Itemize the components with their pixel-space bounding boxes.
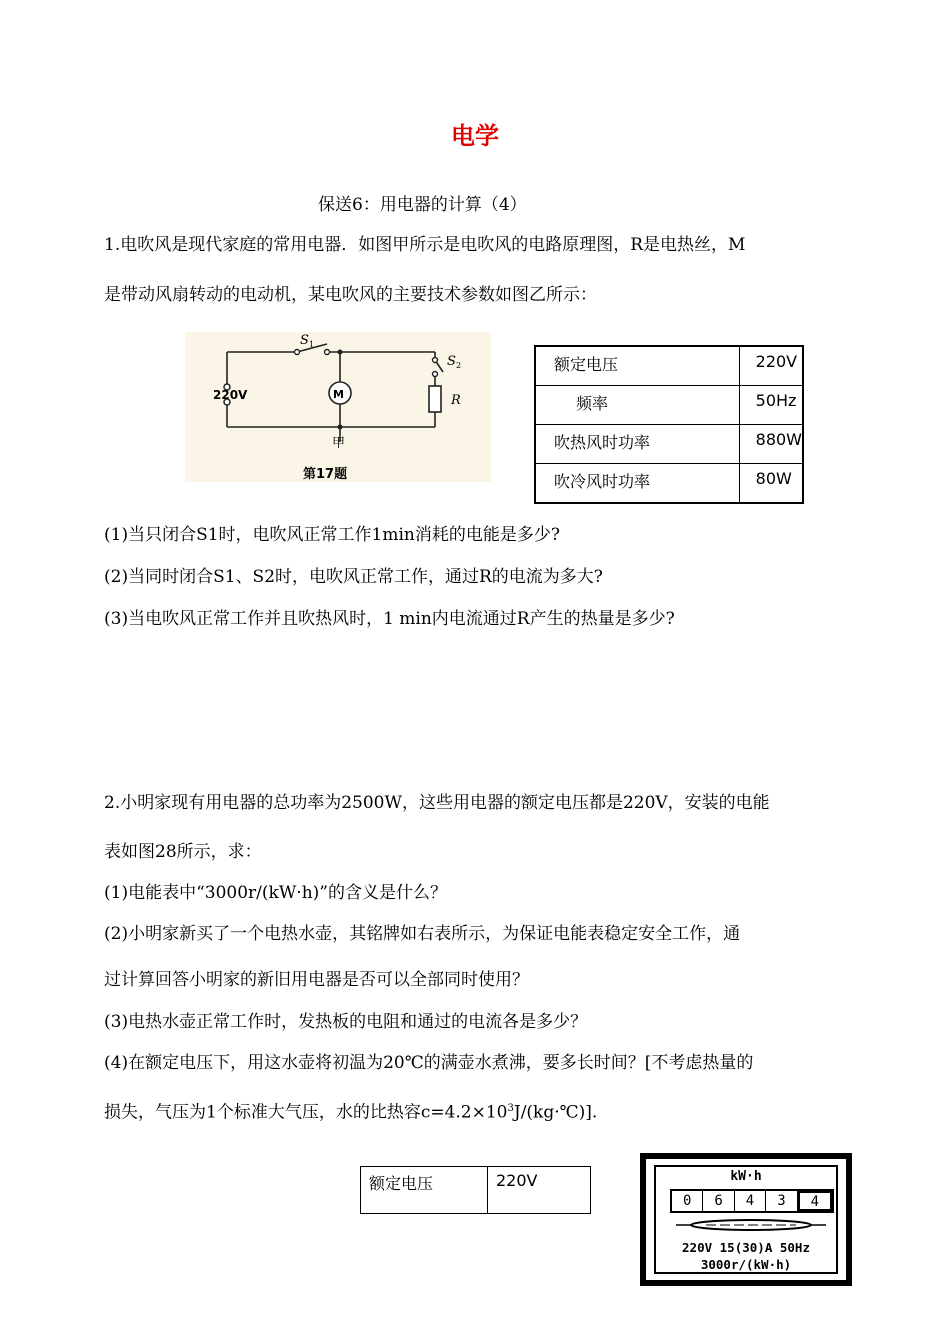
spec-value: 50Hz <box>739 386 803 425</box>
q2-sub4-line2-pre: 损失，气压为1个标准大气压，水的比热容c=4.2×10 <box>104 1102 508 1123</box>
voltage-label: 220V <box>213 388 248 402</box>
meter-digit: 0 <box>672 1191 703 1211</box>
q1-sub3: (3)当电吹风正常工作并且吹热风时，1 min内电流通过R产生的热量是多少? <box>104 609 675 629</box>
spec-value: 220V <box>739 346 803 386</box>
q2-sub4-line1: (4)在额定电压下，用这水壶将初温为20℃的满壶水煮沸，要多长时间？[不考虑热量的 <box>104 1053 754 1073</box>
q1-sub2: (2)当同时闭合S1、S2时，电吹风正常工作，通过R的电流为多大? <box>104 567 603 587</box>
resistor-label: R <box>451 393 461 408</box>
spec-value: 220V <box>488 1167 591 1214</box>
meter-digit: 4 <box>735 1191 766 1211</box>
meter-digit: 3 <box>766 1191 797 1211</box>
q1-text-line2: 是带动风扇转动的电动机，某电吹风的主要技术参数如图乙所示： <box>104 285 597 305</box>
q2-sub4-line2 <box>104 1097 597 1125</box>
spec-name: 吹热风时功率 <box>535 425 739 464</box>
meter-spec: 220V 15(30)A 50Hz <box>682 1240 810 1255</box>
meter-digit-decimal: 4 <box>798 1191 832 1211</box>
spec-value: 880W <box>739 425 803 464</box>
q2-sub3: (3)电热水壶正常工作时，发热板的电阻和通过的电流各是多少？ <box>104 1012 588 1032</box>
spec-name: 额定电压 <box>361 1167 488 1214</box>
circuit-diagram <box>185 332 491 482</box>
q2-sub2-line2: 过计算回答小明家的新旧用电器是否可以全部同时使用？ <box>104 970 529 990</box>
spec-name: 额定电压 <box>535 346 739 386</box>
meter-revolutions: 3000r/(kW·h) <box>700 1257 792 1272</box>
q2-sub4-line2-post: J/(kg·℃)]. <box>513 1102 598 1123</box>
meter-panel <box>654 1165 838 1274</box>
motor-label: M <box>333 388 344 401</box>
table-row <box>535 346 803 386</box>
resistor-symbol <box>429 386 441 412</box>
q1-text-line1: 1.电吹风是现代家庭的常用电器．如图甲所示是电吹风的电路原理图，R是电热丝，M <box>104 235 746 255</box>
meter-unit: kW·h <box>730 1169 762 1184</box>
figure-label-jia: 甲 <box>332 436 346 451</box>
switch-s2-label: S <box>447 354 456 369</box>
q1-sub1: (1)当只闭合S1时，电吹风正常工作1min消耗的电能是多少? <box>104 525 560 545</box>
spec-value: 80W <box>739 464 803 504</box>
table-row <box>535 425 803 464</box>
table-row <box>535 386 803 425</box>
meter-disc-icon <box>676 1217 826 1233</box>
meter-digit: 6 <box>703 1191 734 1211</box>
meter-digit-window <box>670 1189 834 1213</box>
figure-caption: 第17题 <box>303 467 348 482</box>
q2-sub1: (1)电能表中“3000r/(kW·h)”的含义是什么？ <box>104 883 447 903</box>
q2-sub2-line1: (2)小明家新买了一个电热水壶，其铭牌如右表所示，为保证电能表稳定安全工作，通 <box>104 924 741 944</box>
table-row <box>361 1167 591 1214</box>
table-row <box>535 464 803 504</box>
q2-text-line1: 2.小明家现有用电器的总功率为2500W，这些用电器的额定电压都是220V，安装的电能 <box>104 793 770 813</box>
spec-name: 吹冷风时功率 <box>535 464 739 504</box>
hair-dryer-spec-table <box>534 345 804 504</box>
switch-s1-subscript: 1 <box>309 340 315 349</box>
page-title: 电学 <box>451 122 499 150</box>
switch-s2-subscript: 2 <box>456 361 462 370</box>
q2-text-line2: 表如图28所示，求： <box>104 842 262 862</box>
exponent: 3 <box>507 1103 514 1114</box>
switch-s1-label: S <box>300 333 309 348</box>
electric-meter <box>640 1153 852 1286</box>
page-subtitle: 保送6：用电器的计算（4） <box>318 195 527 215</box>
spec-name: 频率 <box>535 386 739 425</box>
kettle-nameplate-table <box>360 1166 591 1214</box>
